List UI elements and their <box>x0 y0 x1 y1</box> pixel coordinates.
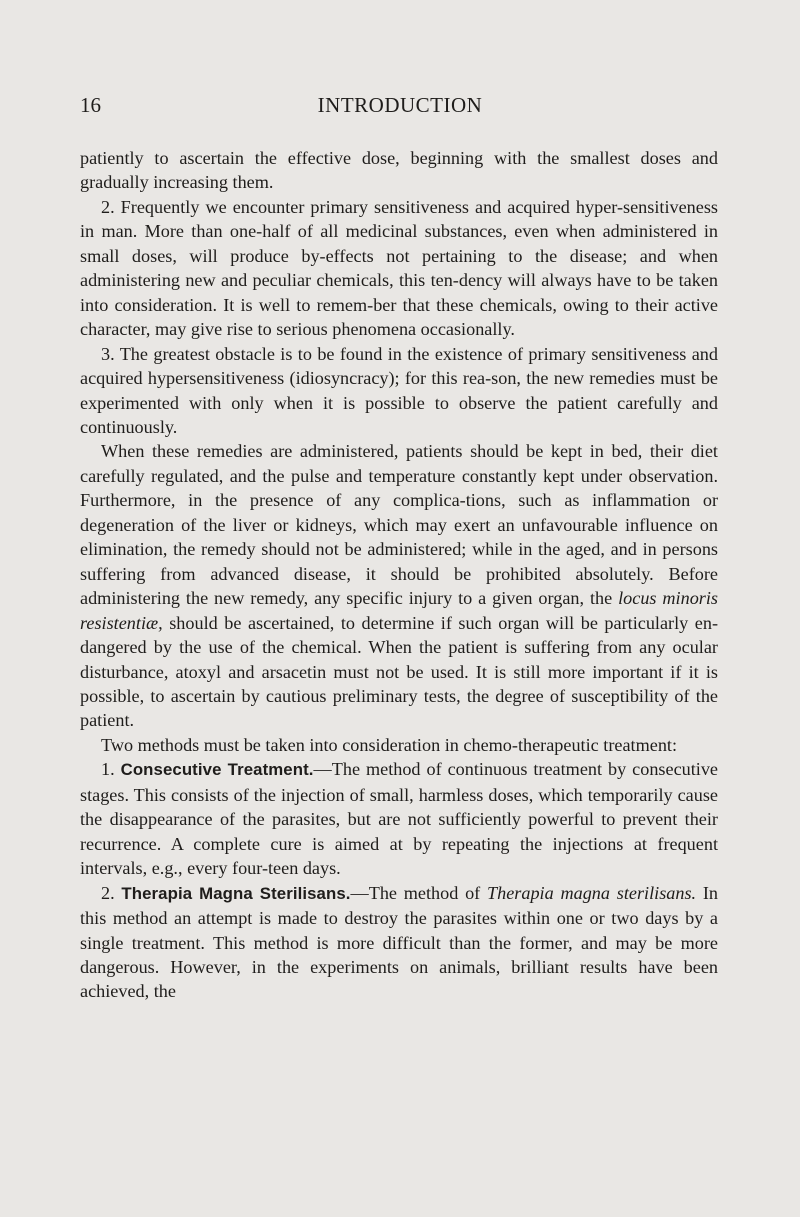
method-2-number: 2. <box>101 882 115 903</box>
method-2-text-a: —The method of <box>350 882 481 903</box>
method-2-heading: Therapia Magna Sterilisans. <box>121 883 351 903</box>
paragraph-point-2: 2. Frequently we encounter primary sensitiveness and acquired hyper-sensitiveness in man. More than one-half of all medicinal substances, even when administered in small doses, will produce by-effects not pertaining to the disease; and when administering new and peculiar chemicals, this ten-dency will always have to be taken into consideration. It is well to remem-ber that these chemicals, owing to their active character, may give rise to serious phenomena occasionally. <box>80 196 718 340</box>
paragraph-administration-text-a: When these remedies are administered, patients should be kept in bed, their diet carefully regulated, and the pulse and temperature constantly kept under observation. Furthermore, in the presence of any complica-tions, such as inflammation or degeneration of the liver or kidneys, which may exert an unfavourable influence on elimination, the remedy should not be administered; while in the aged, and in persons suffering from advanced disease, it should be prohibited absolutely. Before administering the new remedy, any specific injury to a given organ, the <box>80 441 718 609</box>
page-number: 16 <box>80 93 101 117</box>
paragraph-continuation: patiently to ascertain the effective dose, beginning with the smallest doses and gradually increasing them. <box>80 148 718 193</box>
body-text <box>80 146 718 1004</box>
method-1-number: 1. <box>101 759 115 780</box>
running-title: INTRODUCTION <box>317 93 483 117</box>
therapia-magna-term: Therapia magna sterilisans. <box>487 882 697 903</box>
locus-minoris-term: locus minoris resistentiæ, <box>80 588 718 633</box>
paragraph-method-1 <box>80 757 718 880</box>
method-1-heading: Consecutive Treatment. <box>120 760 314 780</box>
method-2-text-b: In this method an attempt is made to destroy the parasites within one or two days by a single treatment. This method is more difficult than the former, and may be more dangerous. However, in the experiments on animals, brilliant results have been achieved, the <box>80 882 719 1002</box>
paragraph-point-3: 3. The greatest obstacle is to be found in the existence of primary sensitiveness and acquired hypersensitiveness (idiosyncracy); for this rea-son, the new remedies must be experimented with only when it is possible to observe the patient carefully and continuously. <box>80 343 718 437</box>
paragraph-administration <box>80 439 718 732</box>
method-1-text: —The method of continuous treatment by consecutive stages. This consists of the injection of small, harmless doses, which temporarily cause the disappearance of the parasites, but are not sufficiently powerful to prevent their recurrence. A complete cure is aimed at by repeating the injections at frequent intervals, e.g., every four-teen days. <box>80 759 719 879</box>
running-head <box>80 92 720 118</box>
paragraph-two-methods: Two methods must be taken into consideration in chemo-therapeutic treatment: <box>101 734 678 755</box>
paragraph-administration-text-b: should be ascertained, to determine if such organ will be particularly en-dangered by the use of the chemical. When the patient is suffering from any ocular disturbance, atoxyl and arsacetin must not be used. It is still more important if it is possible, to ascertain by cautious preliminary tests, the degree of susceptibility of the patient. <box>80 612 718 731</box>
paragraph-method-2 <box>80 881 718 1004</box>
